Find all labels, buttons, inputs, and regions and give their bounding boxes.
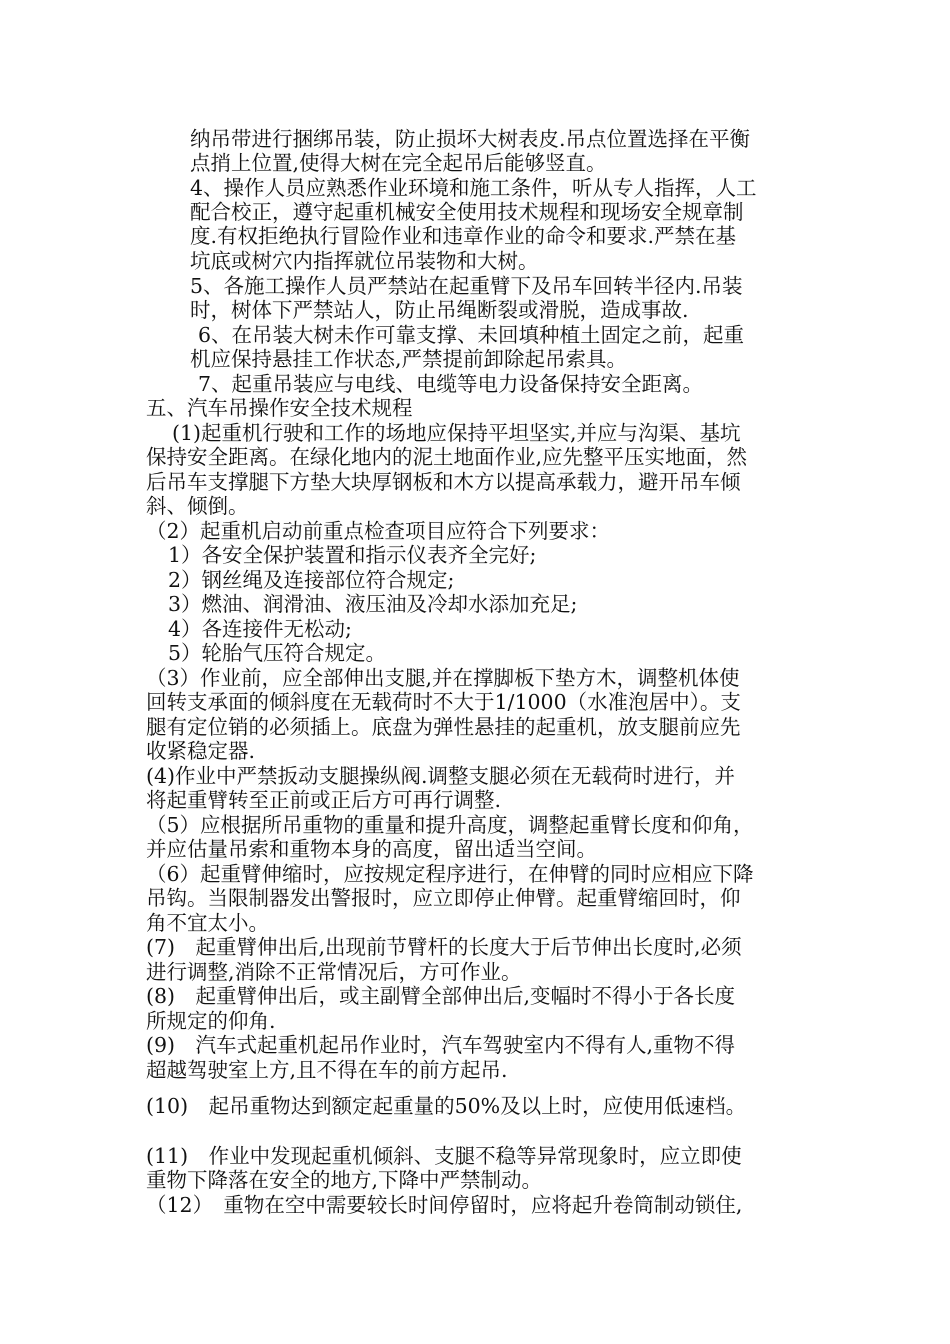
text-line: 6、在吊装大树未作可靠支撑、未回填种植土固定之前，起重 [198, 323, 745, 347]
text-line: （3）作业前，应全部伸出支腿,并在撑脚板下垫方木，调整机体使 [146, 666, 740, 690]
text-line: 角不宜太小。 [146, 911, 269, 935]
text-line: 配合校正，遵守起重机械安全使用技术规程和现场安全规章制 [190, 200, 744, 224]
list-item: 4）各连接件无松动; [168, 617, 352, 641]
text-line: 斜、倾倒。 [146, 494, 249, 518]
text-line: 保持安全距离。在绿化地内的泥土地面作业,应先整平压实地面，然 [146, 445, 748, 469]
text-line: （5）应根据所吊重物的重量和提升高度，调整起重臂长度和仰角， [146, 813, 754, 837]
text-line: 点捎上位置,使得大树在完全起吊后能够竖直。 [190, 151, 607, 175]
text-line: 将起重臂转至正前或正后方可再行调整. [146, 788, 502, 812]
list-item: 3）燃油、润滑油、液压油及冷却水添加充足; [168, 592, 578, 616]
text-line: (4)作业中严禁扳动支腿操纵阀.调整支腿必须在无载荷时进行，并 [146, 764, 736, 788]
text-line: 进行调整,消除不正常情况后，方可作业。 [146, 960, 522, 984]
section-heading: 五、汽车吊操作安全技术规程 [146, 396, 413, 420]
text-line: 时，树体下严禁站人，防止吊绳断裂或滑脱，造成事故. [190, 298, 689, 322]
text-line: 机应保持悬挂工作状态,严禁提前卸除起吊索具。 [190, 347, 628, 371]
text-line: (11) 作业中发现起重机倾斜、支腿不稳等异常现象时，应立即使 [146, 1144, 742, 1168]
text-line: （2）起重机启动前重点检查项目应符合下列要求： [146, 519, 611, 543]
text-line: （6）起重臂伸缩时，应按规定程序进行，在伸臂的同时应相应下降 [146, 862, 754, 886]
text-line: 纳吊带进行捆绑吊装，防止损坏大树表皮.吊点位置选择在平衡 [190, 127, 751, 151]
text-line: (9) 汽车式起重机起吊作业时，汽车驾驶室内不得有人,重物不得 [146, 1033, 736, 1057]
text-line: 5、各施工操作人员严禁站在起重臂下及吊车回转半径内.吊装 [190, 274, 743, 298]
text-line: (10) 起吊重物达到额定起重量的50%及以上时，应使用低速档。 [146, 1094, 747, 1118]
text-line: (7) 起重臂伸出后,出现前节臂杆的长度大于后节伸出长度时,必须 [146, 935, 742, 959]
text-line: 重物下降落在安全的地方,下降中严禁制动。 [146, 1168, 543, 1192]
text-line: 坑底或树穴内指挥就位吊装物和大树。 [190, 249, 539, 273]
text-line: 收紧稳定器. [146, 739, 256, 763]
list-item: 5）轮胎气压符合规定。 [168, 641, 387, 665]
text-line: 后吊车支撑腿下方垫大块厚钢板和木方以提高承载力，避开吊车倾 [146, 470, 741, 494]
text-line: 4、操作人员应熟悉作业环境和施工条件，听从专人指挥，人工 [190, 176, 757, 200]
text-line: 所规定的仰角. [146, 1009, 276, 1033]
text-line: 并应估量吊索和重物本身的高度，留出适当空间。 [146, 837, 597, 861]
text-line: (1)起重机行驶和工作的场地应保持平坦坚实,并应与沟渠、基坑 [172, 421, 741, 445]
text-line: 度.有权拒绝执行冒险作业和违章作业的命令和要求.严禁在基 [190, 224, 737, 248]
list-item: 1）各安全保护装置和指示仪表齐全完好; [168, 543, 537, 567]
text-line: 吊钩。当限制器发出警报时，应立即停止伸臂。起重臂缩回时，仰 [146, 886, 741, 910]
text-line: 超越驾驶室上方,且不得在车的前方起吊. [146, 1058, 508, 1082]
text-line: （12） 重物在空中需要较长时间停留时，应将起升卷筒制动锁住, [146, 1193, 743, 1217]
text-line: 7、起重吊装应与电线、电缆等电力设备保持安全距离。 [198, 372, 704, 396]
text-line: (8) 起重臂伸出后，或主副臂全部伸出后,变幅时不得小于各长度 [146, 984, 736, 1008]
text-line: 回转支承面的倾斜度在无载荷时不大于1/1000（水准泡居中）。支 [146, 690, 741, 714]
list-item: 2）钢丝绳及连接部位符合规定; [168, 568, 455, 592]
text-line: 腿有定位销的必须插上。底盘为弹性悬挂的起重机，放支腿前应先 [146, 715, 741, 739]
